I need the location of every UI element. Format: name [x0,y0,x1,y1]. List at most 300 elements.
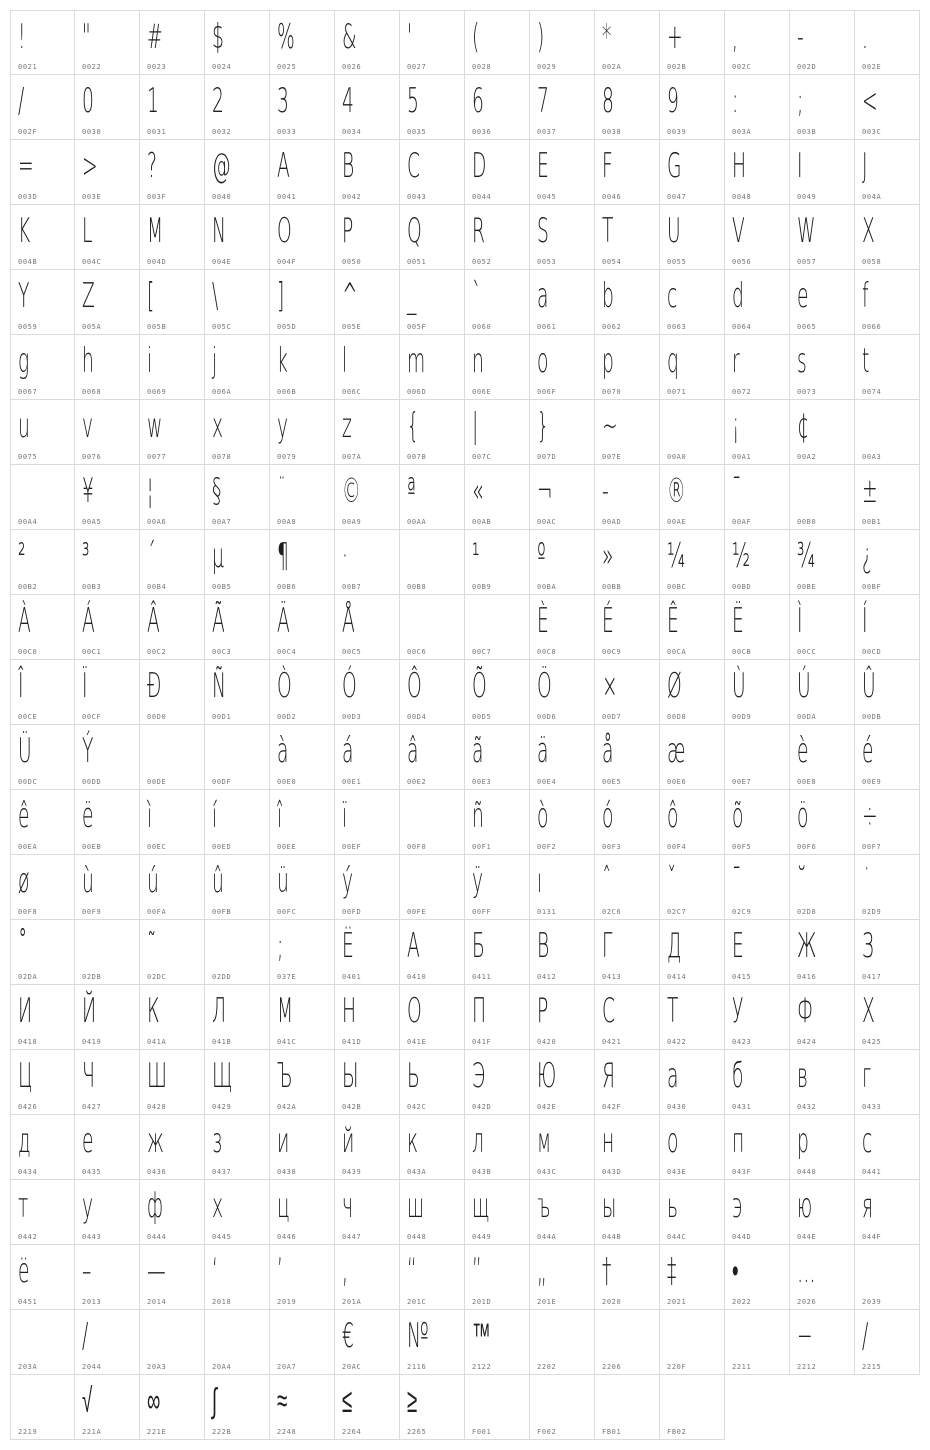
glyph-cell [10,660,75,725]
glyph-char: Э [472,1056,486,1096]
glyph-cell [75,920,140,985]
glyph-code: 2219 [18,1428,38,1436]
glyph-char: Ê [667,601,679,641]
glyph-cell [660,205,725,270]
glyph-code: 0027 [407,63,427,71]
glyph-code: 2022 [732,1298,752,1306]
glyph-code: 00A5 [82,518,102,526]
glyph-char: П [472,991,487,1031]
glyph-cell [465,530,530,595]
glyph-char: ï [342,796,348,836]
glyph-cell [855,595,920,660]
glyph-char: Ù [732,666,746,706]
glyph-char: ¶ [277,536,289,576]
glyph-char: # [147,17,163,57]
glyph-code: 00EA [18,843,38,851]
glyph-cell [855,985,920,1050]
glyph-char: z [342,406,352,446]
glyph-char: Ú [797,666,811,706]
glyph-cell [790,920,855,985]
glyph-code: 044B [602,1233,622,1241]
glyph-cell [465,1180,530,1245]
glyph-cell [855,1115,920,1180]
glyph-code: 0448 [407,1233,427,1241]
glyph-char: € [342,1316,354,1356]
glyph-char: г [862,1056,872,1096]
glyph-char: С [602,991,616,1031]
glyph-char: Q [407,211,422,251]
glyph-char: О [407,991,422,1031]
glyph-code: 00D7 [602,713,622,721]
glyph-cell [465,465,530,530]
glyph-char: ˚ [18,926,28,966]
glyph-code: 2021 [667,1298,687,1306]
glyph-char: y [277,406,289,446]
glyph-code: 004F [277,258,297,266]
glyph-char: ¼ [667,536,686,576]
glyph-cell [465,1245,530,1310]
glyph-cell [75,1115,140,1180]
glyph-code: 0053 [537,258,557,266]
glyph-cell [790,270,855,335]
glyph-char: Т [667,991,679,1031]
glyph-code: 0131 [537,908,557,916]
glyph-char: ^ [342,276,358,316]
glyph-cell [205,920,270,985]
glyph-char: < [862,81,878,121]
glyph-char: ∫ [212,1381,218,1421]
glyph-code: 0431 [732,1103,752,1111]
glyph-code: 0076 [82,453,102,461]
glyph-code: 0439 [342,1168,362,1176]
glyph-code: 005D [277,323,297,331]
glyph-code: 00D5 [472,713,492,721]
glyph-cell [270,75,335,140]
glyph-cell [75,270,140,335]
glyph-code: 0428 [147,1103,167,1111]
glyph-char: î [277,796,283,836]
glyph-char: 9 [667,81,679,121]
glyph-code: 00DD [82,778,102,786]
glyph-char: 6 [472,81,484,121]
glyph-cell [465,595,530,660]
glyph-code: 0438 [277,1168,297,1176]
glyph-cell [205,790,270,855]
glyph-code: 201D [472,1298,492,1306]
glyph-code: 0078 [212,453,232,461]
glyph-code: 0069 [147,388,167,396]
glyph-char: s [797,341,807,381]
glyph-cell [855,855,920,920]
glyph-code: 004B [18,258,38,266]
glyph-cell [790,1245,855,1310]
glyph-cell [855,920,920,985]
glyph-char: ¨ [277,471,287,511]
glyph-char: Ä [277,601,290,641]
glyph-char: 3 [277,81,289,121]
glyph-cell [725,10,790,75]
glyph-code: 00DF [212,778,232,786]
glyph-code: 0056 [732,258,752,266]
glyph-code: 02DA [18,973,38,981]
glyph-code: 0070 [602,388,622,396]
glyph-char: , [732,17,738,57]
glyph-char: ò [537,796,549,836]
glyph-char: Õ [472,666,487,706]
glyph-code: 0064 [732,323,752,331]
glyph-code: 00E3 [472,778,492,786]
glyph-code: 0077 [147,453,167,461]
glyph-cell [725,140,790,205]
glyph-code: 00AB [472,518,492,526]
glyph-cell [75,530,140,595]
glyph-code: 0063 [667,323,687,331]
glyph-char: d [732,276,744,316]
glyph-cell [465,790,530,855]
glyph-code: 00AC [537,518,557,526]
glyph-cell [855,1050,920,1115]
glyph-cell [140,920,205,985]
glyph-char: Ó [342,666,357,706]
glyph-cell [595,1115,660,1180]
glyph-char: E [537,146,549,186]
glyph-code: 006B [277,388,297,396]
glyph-char: Ô [407,666,422,706]
glyph-cell [140,660,205,725]
glyph-cell [530,1245,595,1310]
glyph-char: Д [667,926,682,966]
glyph-cell [335,725,400,790]
glyph-code: 0072 [732,388,752,396]
glyph-code: 043B [472,1168,492,1176]
glyph-code: 0039 [667,128,687,136]
glyph-char: U [667,211,681,251]
glyph-cell [465,725,530,790]
glyph-code: 02C6 [602,908,622,916]
glyph-cell [595,1180,660,1245]
glyph-code: 00A8 [277,518,297,526]
glyph-code: 007E [602,453,622,461]
glyph-cell [725,985,790,1050]
glyph-cell [400,790,465,855]
glyph-cell [400,985,465,1050]
glyph-cell [530,725,595,790]
glyph-char: ! [18,17,26,57]
glyph-cell [790,1115,855,1180]
glyph-char: 5 [407,81,419,121]
glyph-cell [75,595,140,660]
glyph-cell [725,1050,790,1115]
glyph-cell [205,660,270,725]
glyph-code: 00BE [797,583,817,591]
glyph-char: ¹ [472,536,480,576]
glyph-char: Ю [537,1056,557,1096]
glyph-code: 0065 [797,323,817,331]
glyph-code: 0067 [18,388,38,396]
glyph-code: 0021 [18,63,38,71]
glyph-char: Ì [797,601,803,641]
glyph-cell [140,140,205,205]
glyph-char: п [732,1121,745,1161]
glyph-code: 002A [602,63,622,71]
glyph-cell [790,1310,855,1375]
glyph-cell [270,1245,335,1310]
glyph-code: 002F [18,128,38,136]
glyph-cell [725,1310,790,1375]
glyph-cell [400,1245,465,1310]
glyph-code: 00B0 [797,518,817,526]
glyph-char: я [862,1186,874,1226]
glyph-char: ˙ [862,861,872,901]
glyph-cell [725,335,790,400]
glyph-char: р [797,1121,809,1161]
glyph-char: Z [82,276,95,316]
glyph-code: 0061 [537,323,557,331]
glyph-cell [595,920,660,985]
glyph-char: ä [537,731,549,771]
glyph-cell [75,205,140,270]
glyph-code: 00B8 [407,583,427,591]
glyph-cell [335,1115,400,1180]
glyph-cell [725,1245,790,1310]
glyph-code: 00BA [537,583,557,591]
glyph-cell [465,985,530,1050]
glyph-char: å [602,731,614,771]
glyph-char: I [797,146,803,186]
glyph-cell [400,10,465,75]
glyph-cell [10,855,75,920]
glyph-char: ; [277,926,284,966]
glyph-code: 00C3 [212,648,232,656]
glyph-char: ˉ [732,861,742,901]
glyph-cell [205,270,270,335]
glyph-cell [465,400,530,465]
glyph-cell [790,855,855,920]
glyph-cell [75,660,140,725]
glyph-cell [660,530,725,595]
glyph-code: 0024 [212,63,232,71]
glyph-char: у [82,1186,94,1226]
glyph-cell [790,75,855,140]
glyph-cell [140,985,205,1050]
glyph-code: 002B [667,63,687,71]
glyph-cell [270,725,335,790]
glyph-char: L [82,211,93,251]
glyph-code: 006A [212,388,232,396]
glyph-cell [855,335,920,400]
glyph-code: 0417 [862,973,882,981]
glyph-code: 2013 [82,1298,102,1306]
glyph-char: X [862,211,875,251]
glyph-cell [335,205,400,270]
glyph-char: » [602,536,614,576]
glyph-code: 0050 [342,258,362,266]
glyph-cell [660,1375,725,1440]
glyph-code: 0441 [862,1168,882,1176]
glyph-char: D [472,146,487,186]
glyph-char: И [18,991,33,1031]
glyph-cell [10,335,75,400]
glyph-code: 00EE [277,843,297,851]
glyph-cell [790,10,855,75]
glyph-char: д [18,1121,31,1161]
glyph-code: 00B5 [212,583,232,591]
glyph-cell [270,1310,335,1375]
glyph-char: ü [277,861,289,901]
glyph-code: 00E0 [277,778,297,786]
glyph-char: ñ [472,796,484,836]
glyph-char: ÷ [862,796,878,836]
glyph-char: ó [602,796,614,836]
glyph-char: _ [407,276,417,316]
glyph-char: á [342,731,354,771]
glyph-cell [660,920,725,985]
glyph-cell [855,400,920,465]
glyph-char: e [797,276,809,316]
glyph-code: 222B [212,1428,232,1436]
glyph-code: 00A7 [212,518,232,526]
glyph-char: ı [537,861,543,901]
glyph-cell [855,725,920,790]
glyph-char: © [342,471,361,511]
glyph-char: j [212,341,218,381]
glyph-char: % [277,17,295,57]
glyph-char: Y [18,276,30,316]
glyph-code: 007B [407,453,427,461]
glyph-cell [335,1050,400,1115]
glyph-code: 0418 [18,1038,38,1046]
glyph-code: 007A [342,453,362,461]
glyph-code: 0058 [862,258,882,266]
glyph-char: н [602,1121,615,1161]
glyph-code: 005E [342,323,362,331]
glyph-code: 0420 [537,1038,557,1046]
glyph-code: 043F [732,1168,752,1176]
glyph-cell [595,660,660,725]
glyph-cell [790,595,855,660]
glyph-char: J [862,146,868,186]
glyph-char: Х [862,991,875,1031]
glyph-cell [335,1180,400,1245]
glyph-char: ™ [472,1316,491,1356]
glyph-char: Ø [667,666,682,706]
glyph-code: 00CC [797,648,817,656]
glyph-code: 00C9 [602,648,622,656]
glyph-code: 02D8 [797,908,817,916]
glyph-cell [790,530,855,595]
glyph-char: В [537,926,550,966]
glyph-cell [790,400,855,465]
glyph-char: Я [602,1056,615,1096]
glyph-code: 00E9 [862,778,882,786]
glyph-char: g [18,341,30,381]
glyph-code: 00B3 [82,583,102,591]
glyph-char: â [407,731,419,771]
glyph-cell [205,75,270,140]
glyph-char: ¡ [732,406,740,446]
glyph-char: З [862,926,874,966]
glyph-code: 2212 [797,1363,817,1371]
glyph-cell [530,335,595,400]
glyph-code: 0059 [18,323,38,331]
glyph-cell [270,985,335,1050]
glyph-char: * [602,17,612,57]
glyph-code: 042B [342,1103,362,1111]
glyph-char: A [277,146,290,186]
glyph-code: 0425 [862,1038,882,1046]
glyph-cell [725,595,790,660]
glyph-cell [205,855,270,920]
glyph-cell [400,1050,465,1115]
glyph-code: 00BD [732,583,752,591]
glyph-char: µ [212,536,224,576]
glyph-code: 00F1 [472,843,492,851]
glyph-code: 2206 [602,1363,622,1371]
glyph-cell [725,465,790,530]
glyph-code: 00BF [862,583,882,591]
glyph-cell [140,1050,205,1115]
glyph-char: } [537,406,549,446]
glyph-char: \ [212,276,219,316]
glyph-char: Р [537,991,549,1031]
glyph-cell [335,660,400,725]
glyph-code: 0045 [537,193,557,201]
glyph-code: 0032 [212,128,232,136]
glyph-cell [205,725,270,790]
glyph-code: 00FA [147,908,167,916]
glyph-char: ¬ [537,471,553,511]
glyph-code: 041D [342,1038,362,1046]
glyph-code: 00A4 [18,518,38,526]
glyph-cell [140,400,205,465]
glyph-cell [855,205,920,270]
glyph-cell [725,205,790,270]
glyph-code: 00F6 [797,843,817,851]
glyph-code: 00C2 [147,648,167,656]
glyph-code: 0447 [342,1233,362,1241]
glyph-code: 201E [537,1298,557,1306]
glyph-cell [10,1375,75,1440]
glyph-cell [530,1180,595,1245]
glyph-cell [660,855,725,920]
glyph-cell [140,1115,205,1180]
glyph-code: 00C6 [407,648,427,656]
glyph-code: 0051 [407,258,427,266]
glyph-code: 2116 [407,1363,427,1371]
glyph-code: 041C [277,1038,297,1046]
glyph-cell [140,530,205,595]
glyph-code: 0073 [797,388,817,396]
glyph-char: ” [472,1251,482,1291]
glyph-code: 00FB [212,908,232,916]
glyph-char: Ч [82,1056,95,1096]
glyph-cell [465,270,530,335]
glyph-char: æ [667,731,686,771]
glyph-cell [270,595,335,660]
glyph-char: h [82,341,94,381]
glyph-code: 00E7 [732,778,752,786]
glyph-cell [595,595,660,660]
glyph-char: ∞ [147,1381,161,1421]
glyph-cell [790,140,855,205]
glyph-cell [205,205,270,270]
glyph-char: щ [472,1186,490,1226]
glyph-cell [530,530,595,595]
glyph-code: 00A6 [147,518,167,526]
glyph-code: 044F [862,1233,882,1241]
glyph-cell [725,1115,790,1180]
glyph-code: 00ED [212,843,232,851]
